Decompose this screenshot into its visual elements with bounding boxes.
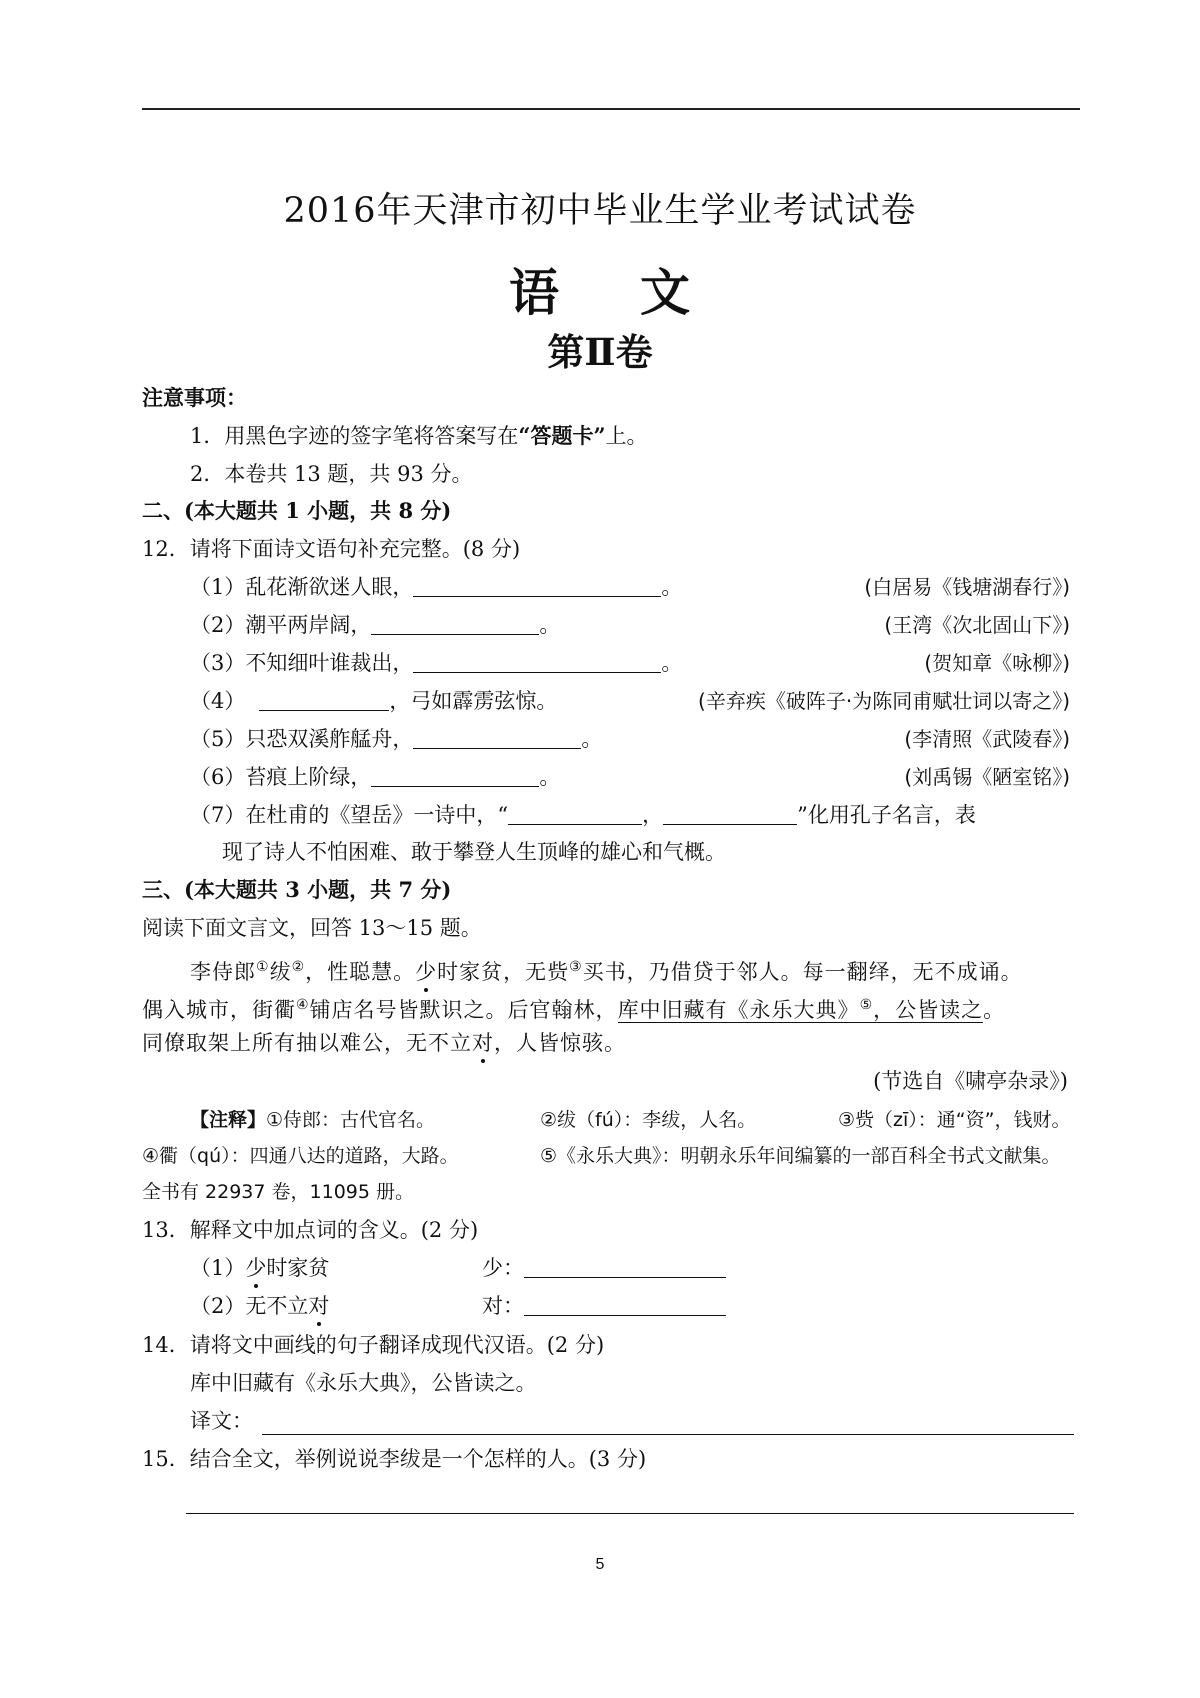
- q12-item-5: （5）只恐双溪舴艋舟， 。: [190, 727, 603, 751]
- answer-blank[interactable]: [413, 650, 661, 673]
- question-14-stem: 14．请将文中画线的句子翻译成现代汉语。(2 分): [142, 1333, 605, 1357]
- passage-source: (节选自《啸亭杂录》): [873, 1069, 1068, 1093]
- note-4: ④衢（qú）：四通八达的道路，大路。: [142, 1145, 459, 1167]
- answer-blank[interactable]: [259, 688, 389, 711]
- passage-line-2: 偶入城市，街衢④铺店名号皆默识之。后官翰林，库中旧藏有《永乐大典》⑤，公皆读之。: [142, 997, 1006, 1022]
- underlined-sentence: 库中旧藏有《永乐大典》⑤，公皆读之: [617, 997, 984, 1022]
- q14-sentence: 库中旧藏有《永乐大典》，公皆读之。: [190, 1371, 537, 1395]
- q14-translation-label: 译文：: [190, 1409, 253, 1433]
- q12-item-1: （1）乱花渐欲迷人眼， 。: [190, 575, 683, 599]
- q12-item-6: （6）苔痕上阶绿， 。: [190, 765, 561, 789]
- question-12-stem: 12．请将下面诗文语句补充完整。(8 分): [142, 537, 521, 561]
- q12-item-3-source: (贺知章《咏柳》): [924, 651, 1070, 675]
- section-2-heading: 二、(本大题共 1 小题，共 8 分): [142, 498, 452, 523]
- q13-item-1: （1）少时家贫: [190, 1256, 330, 1280]
- note-2: ②绂（fú）：李绂，人名。: [540, 1109, 757, 1131]
- note-6: 全书有 22937 卷，11095 册。: [142, 1181, 415, 1203]
- notice-item-2: 2．本卷共 13 题，共 93 分。: [190, 462, 473, 486]
- q12-item-5-source: (李清照《武陵春》): [904, 727, 1070, 751]
- emphasis-dot-word: 少: [415, 960, 438, 984]
- note-5: ⑤《永乐大典》：明朝永乐年间编纂的一部百科全书式文献集。: [540, 1145, 1061, 1167]
- answer-blank[interactable]: [413, 726, 581, 749]
- q13-item-2-answer: 对：: [482, 1292, 726, 1320]
- answer-blank[interactable]: [524, 1255, 726, 1278]
- answer-blank[interactable]: [413, 574, 661, 597]
- notice-heading: 注意事项：: [142, 385, 247, 410]
- exam-title: 2016年天津市初中毕业生学业考试试卷: [283, 191, 917, 231]
- q12-item-4-source: (辛弃疾《破阵子·为陈同甫赋壮词以寄之》): [698, 689, 1070, 713]
- top-rule: [142, 108, 1080, 110]
- q12-item-7-line-2: 现了诗人不怕困难、敢于攀登人生顶峰的雄心和气概。: [222, 840, 726, 864]
- volume-title: 第Ⅱ卷: [547, 330, 653, 374]
- q12-item-1-source: (白居易《钱塘湖春行》): [864, 575, 1070, 599]
- passage-line-3: 同僚取架上所有抽以难公，无不立对，人皆惊骇。: [142, 1031, 626, 1055]
- q12-item-2-source: (王湾《次北固山下》): [884, 613, 1070, 637]
- q12-item-7: （7）在杜甫的《望岳》一诗中，“ ， ”化用孔子名言，表: [190, 803, 976, 827]
- page-number: 5: [595, 1556, 605, 1573]
- emphasis-dot-word: 少: [245, 1256, 267, 1280]
- q15-answer-line[interactable]: [186, 1513, 1074, 1514]
- translation-answer-line[interactable]: [262, 1434, 1074, 1435]
- answer-blank[interactable]: [663, 802, 797, 825]
- note-1: 【注释】①侍郎：古代官名。: [190, 1109, 436, 1131]
- section-3-heading: 三、(本大题共 3 小题，共 7 分): [142, 877, 452, 902]
- question-15-stem: 15．结合全文，举例说说李绂是一个怎样的人。(3 分): [142, 1447, 647, 1471]
- notice-item-1: 1．用黑色字迹的签字笔将答案写在“答题卡”上。: [190, 423, 648, 448]
- emphasis-dot-word: 对: [472, 1031, 494, 1055]
- emphasis-dot-word: 对: [308, 1294, 330, 1318]
- subject-title: [0, 253, 1200, 325]
- answer-blank[interactable]: [371, 612, 539, 635]
- passage-line-1: 李侍郎①绂②，性聪慧。少时家贫，无赀③买书，乃借贷于邻人。每一翻绎，无不成诵。: [190, 959, 1023, 984]
- subject-char-1: 语: [509, 263, 560, 322]
- question-13-stem: 13．解释文中加点词的含义。(2 分): [142, 1218, 479, 1242]
- answer-blank[interactable]: [508, 802, 642, 825]
- q12-item-4: （4） ，弓如霹雳弦惊。: [190, 689, 558, 713]
- q12-item-2: （2）潮平两岸阔， 。: [190, 613, 561, 637]
- answer-blank[interactable]: [524, 1293, 726, 1316]
- subject-char-2: 文: [640, 263, 691, 322]
- q13-item-1-answer: 少：: [482, 1254, 726, 1282]
- q12-item-3: （3）不知细叶谁裁出， 。: [190, 651, 683, 675]
- note-3: ③赀（zī）：通“资”，钱财。: [838, 1109, 1071, 1131]
- reading-intro: 阅读下面文言文，回答 13～15 题。: [142, 916, 482, 940]
- q13-item-2: （2）无不立对: [190, 1294, 330, 1318]
- q12-item-6-source: (刘禹锡《陋室铭》): [904, 765, 1070, 789]
- answer-blank[interactable]: [371, 764, 539, 787]
